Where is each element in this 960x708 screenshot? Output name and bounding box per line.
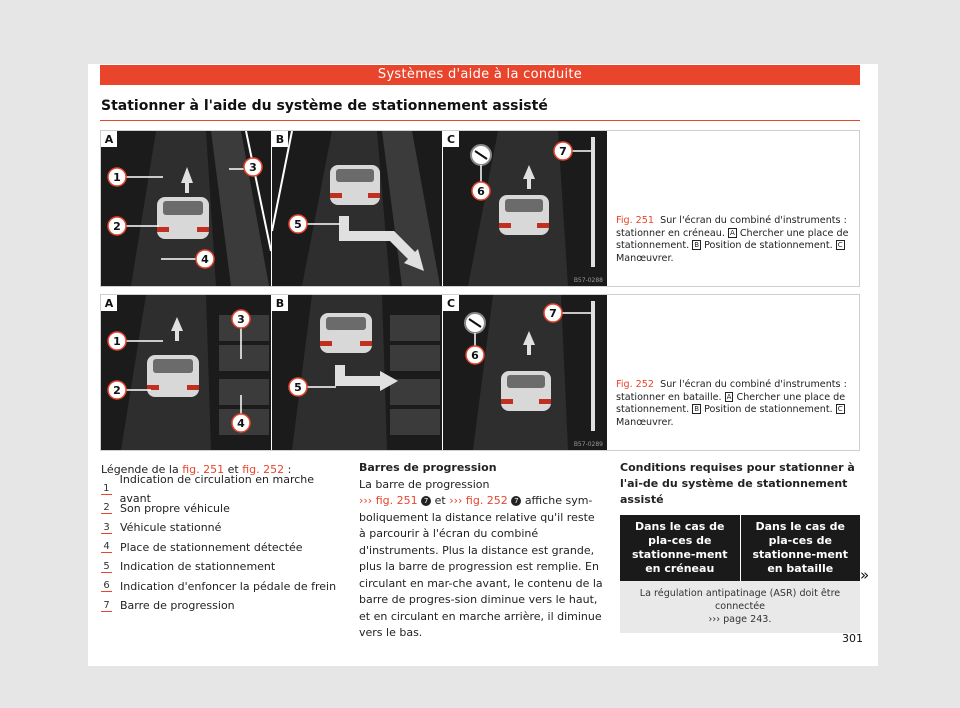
title-rule [100,120,860,121]
caption-box-a: A [730,228,735,237]
panel-c-illustration [443,295,607,450]
ref-arrows: ››› [708,614,721,625]
legend-intro-text: Légende de la [101,463,179,476]
caption-b-text: Position de stationnement. [704,404,833,415]
conditions-column [620,460,860,633]
caption-a-text: Chercher une place de stationnement. [616,391,846,415]
callout-1: 1 [113,171,121,184]
figure-caption [616,215,856,265]
figure-252 [100,294,860,451]
conditions-row-text: La régulation antipatinage (ASR) doit être connectée [639,588,841,612]
legend-text: Indication de circulation en marche avant [119,472,315,505]
panel-c-perpendicular [443,295,607,450]
legend-text: Indication de stationnement [120,560,276,574]
figure-code: B57-0289 [573,441,603,448]
panel-b-perpendicular [272,295,442,450]
legend-and: et [227,463,239,476]
caption-text: Sur l'écran du combiné d'instruments : stationner en créneau. [616,215,847,239]
panel-label-c: C [446,297,456,310]
conditions-page-link[interactable]: page 243. [723,614,772,625]
panel-b-parallel [272,131,442,286]
callout-7: 7 [549,307,557,320]
panel-label-a: A [104,297,114,310]
continue-arrow-icon: » [860,566,870,584]
callout-5: 5 [294,218,302,231]
callout-3: 3 [249,161,257,174]
legend-text: Place de stationnement détectée [120,540,303,554]
ref-arrows: ››› [359,494,373,507]
chapter-banner: Systèmes d'aide à la conduite [100,65,860,85]
legend-number: 7 [101,600,112,612]
caption-box-b: B [694,405,700,413]
progress-body-start: affiche sym- [524,494,593,507]
panel-label-b: B [275,297,285,310]
legend-item [101,577,341,597]
ref-arrows: ››› [449,494,463,507]
caption-box-b: B [694,241,700,249]
figure-code: B57-0288 [573,277,603,284]
panel-a-illustration [101,131,271,286]
legend-fig-252-link[interactable]: fig. 252 [242,463,285,476]
panel-label-a: A [104,133,114,146]
legend-column [101,460,341,616]
legend-number: 1 [101,483,112,495]
legend-item [101,472,341,505]
caption-b-text: Position de stationnement. [704,240,833,251]
legend-number: 5 [101,561,112,573]
panel-label-c: C [446,133,456,146]
legend-text: Véhicule stationné [120,521,222,535]
caption-box-c: C [837,405,843,413]
panel-a-perpendicular [101,295,271,450]
legend-text: Indication d'enfoncer la pédale de frein [120,579,337,593]
legend-text: Son propre véhicule [120,501,230,515]
ref-and: et [434,494,446,507]
progress-body: boliquement la distance relative qu'il reste à parcourir à l'écran du combiné d'instruments. Plus la distance est grande, plus la barre de progression est remplie. En circulant en mar-che avant, le contenu de la barre de progres-sion diminue vers le haut, et en circulant en marche arrière, il diminue vers le bas. [359,510,603,639]
callout-4: 4 [201,253,209,266]
caption-a-text: Chercher une place de stationnement. [616,227,849,251]
conditions-header-parallel: Dans le cas de pla-ces de stationne-ment en créneau [620,515,740,581]
callout-2: 2 [113,384,121,397]
page-number: 301 [842,632,863,645]
conditions-row [620,581,860,633]
figure-251 [100,130,860,287]
legend-number: 6 [101,580,112,592]
figure-caption [616,379,856,429]
callout-1: 1 [113,335,121,348]
callout-6: 6 [477,185,485,198]
panel-c-parallel [443,131,607,286]
legend-fig-251-link[interactable]: fig. 251 [182,463,225,476]
panel-b-illustration [272,131,442,286]
ref-fig-251-link[interactable]: fig. 251 [375,494,418,507]
legend-item [101,518,341,538]
legend-item [101,557,341,577]
caption-text: Sur l'écran du combiné d'instruments : stationner en bataille. [616,379,847,403]
legend-colon: : [287,463,292,476]
legend-number: 2 [101,502,112,514]
ref-number-badge: 7 [421,496,431,506]
progress-refs [359,493,603,510]
legend-item [101,596,341,616]
callout-6: 6 [471,349,479,362]
legend-text: Barre de progression [120,599,235,613]
progress-heading: Barres de progression [359,461,497,474]
progress-column [359,460,603,642]
caption-fig-number: Fig. 252 [616,379,654,390]
section-title: Stationner à l'aide du système de stationnement assisté [101,98,548,114]
legend-item [101,538,341,558]
legend-number: 4 [101,541,112,553]
caption-c-text: Manœuvrer. [616,416,674,428]
callout-7: 7 [559,145,567,158]
callout-2: 2 [113,220,121,233]
ref-number-badge: 7 [511,496,521,506]
caption-fig-number: Fig. 251 [616,215,654,226]
caption-box-c: C [837,241,843,249]
caption-c-text: Manœuvrer. [616,252,674,264]
ref-fig-252-link[interactable]: fig. 252 [465,494,508,507]
panel-a-illustration [101,295,271,450]
callout-5: 5 [294,381,302,394]
panel-label-b: B [275,133,285,146]
conditions-title: Conditions requises pour stationner à l'ai-de du système de stationnement assisté [620,461,855,506]
progress-line1: La barre de progression [359,477,490,491]
callout-3: 3 [237,313,245,326]
conditions-header-perpendicular: Dans le cas de pla-ces de stationne-ment en bataille [740,515,860,581]
callout-4: 4 [237,417,245,430]
panel-b-illustration [272,295,442,450]
legend-number: 3 [101,522,112,534]
panel-c-illustration [443,131,607,286]
panel-a-parallel [101,131,271,286]
conditions-table [620,515,860,633]
caption-box-a: A [726,392,732,401]
